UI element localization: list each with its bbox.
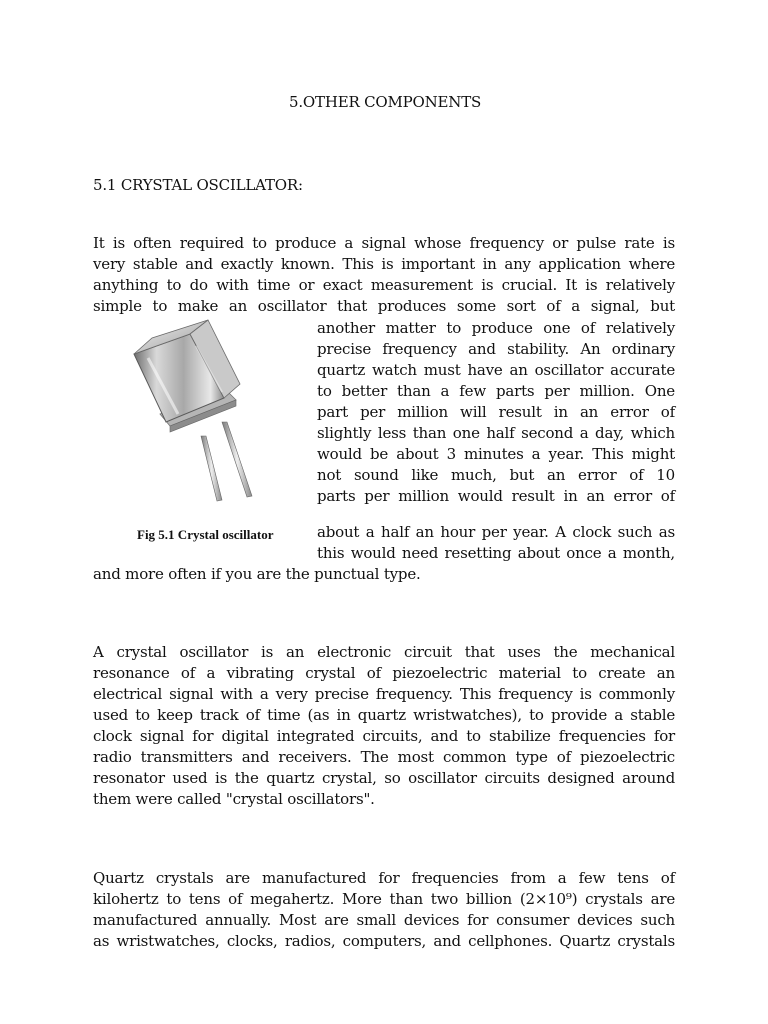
paragraph-2-line: used to keep track of time (as in quartz wristwatches), to provide a stable xyxy=(93,706,675,724)
paragraph-2-line: radio transmitters and receivers. The most common type of piezoelectric xyxy=(93,748,675,766)
subsection-title: 5.1 CRYSTAL OSCILLATOR: xyxy=(93,176,303,194)
paragraph-3-line: Quartz crystals are manufactured for frequencies from a few tens of xyxy=(93,869,675,887)
section-title: 5.OTHER COMPONENTS xyxy=(289,93,482,111)
paragraph-1-wrapped-line: another matter to produce one of relatively xyxy=(317,319,675,337)
paragraph-1-wrapped-line: about a half an hour per year. A clock such as xyxy=(317,523,675,541)
paragraph-1-wrapped-line: quartz watch must have an oscillator accurate xyxy=(317,361,675,379)
paragraph-3-line: manufactured annually. Most are small devices for consumer devices such xyxy=(93,911,675,929)
paragraph-1-wrapped-line: would be about 3 minutes a year. This might xyxy=(317,445,675,463)
paragraph-2-line: electrical signal with a very precise frequency. This frequency is commonly xyxy=(93,685,675,703)
paragraph-1-line: anything to do with time or exact measurement is crucial. It is relatively xyxy=(93,276,675,294)
paragraph-1-line: very stable and exactly known. This is important in any application where xyxy=(93,255,675,273)
paragraph-2-line: A crystal oscillator is an electronic circuit that uses the mechanical xyxy=(93,643,675,661)
paragraph-1-wrapped-line: parts per million would result in an error of xyxy=(317,487,675,505)
paragraph-1-line: and more often if you are the punctual type. xyxy=(93,565,421,583)
paragraph-2-line: resonator used is the quartz crystal, so oscillator circuits designed around xyxy=(93,769,675,787)
crystal-oscillator-image xyxy=(104,318,300,518)
paragraph-1-wrapped-line: slightly less than one half second a day, which xyxy=(317,424,675,442)
paragraph-1-wrapped-line: part per million will result in an error of xyxy=(317,403,675,421)
paragraph-2-line: them were called "crystal oscillators". xyxy=(93,790,375,808)
paragraph-1-wrapped-line: to better than a few parts per million. One xyxy=(317,382,675,400)
paragraph-1-line: simple to make an oscillator that produces some sort of a signal, but xyxy=(93,297,675,315)
paragraph-3-line: kilohertz to tens of megahertz. More than two billion (2×10⁹) crystals are xyxy=(93,890,675,908)
paragraph-2-line: clock signal for digital integrated circuits, and to stabilize frequencies for xyxy=(93,727,675,745)
figure-caption: Fig 5.1 Crystal oscillator xyxy=(137,527,274,542)
paragraph-1-wrapped-line: precise frequency and stability. An ordinary xyxy=(317,340,675,358)
paragraph-1-wrapped-line: not sound like much, but an error of 10 xyxy=(317,466,675,484)
paragraph-2-line: resonance of a vibrating crystal of piezoelectric material to create an xyxy=(93,664,675,682)
paragraph-1-wrapped-line: this would need resetting about once a month, xyxy=(317,544,675,562)
paragraph-3-line: as wristwatches, clocks, radios, computers, and cellphones. Quartz crystals xyxy=(93,932,675,950)
paragraph-1-line: It is often required to produce a signal whose frequency or pulse rate is xyxy=(93,234,675,252)
